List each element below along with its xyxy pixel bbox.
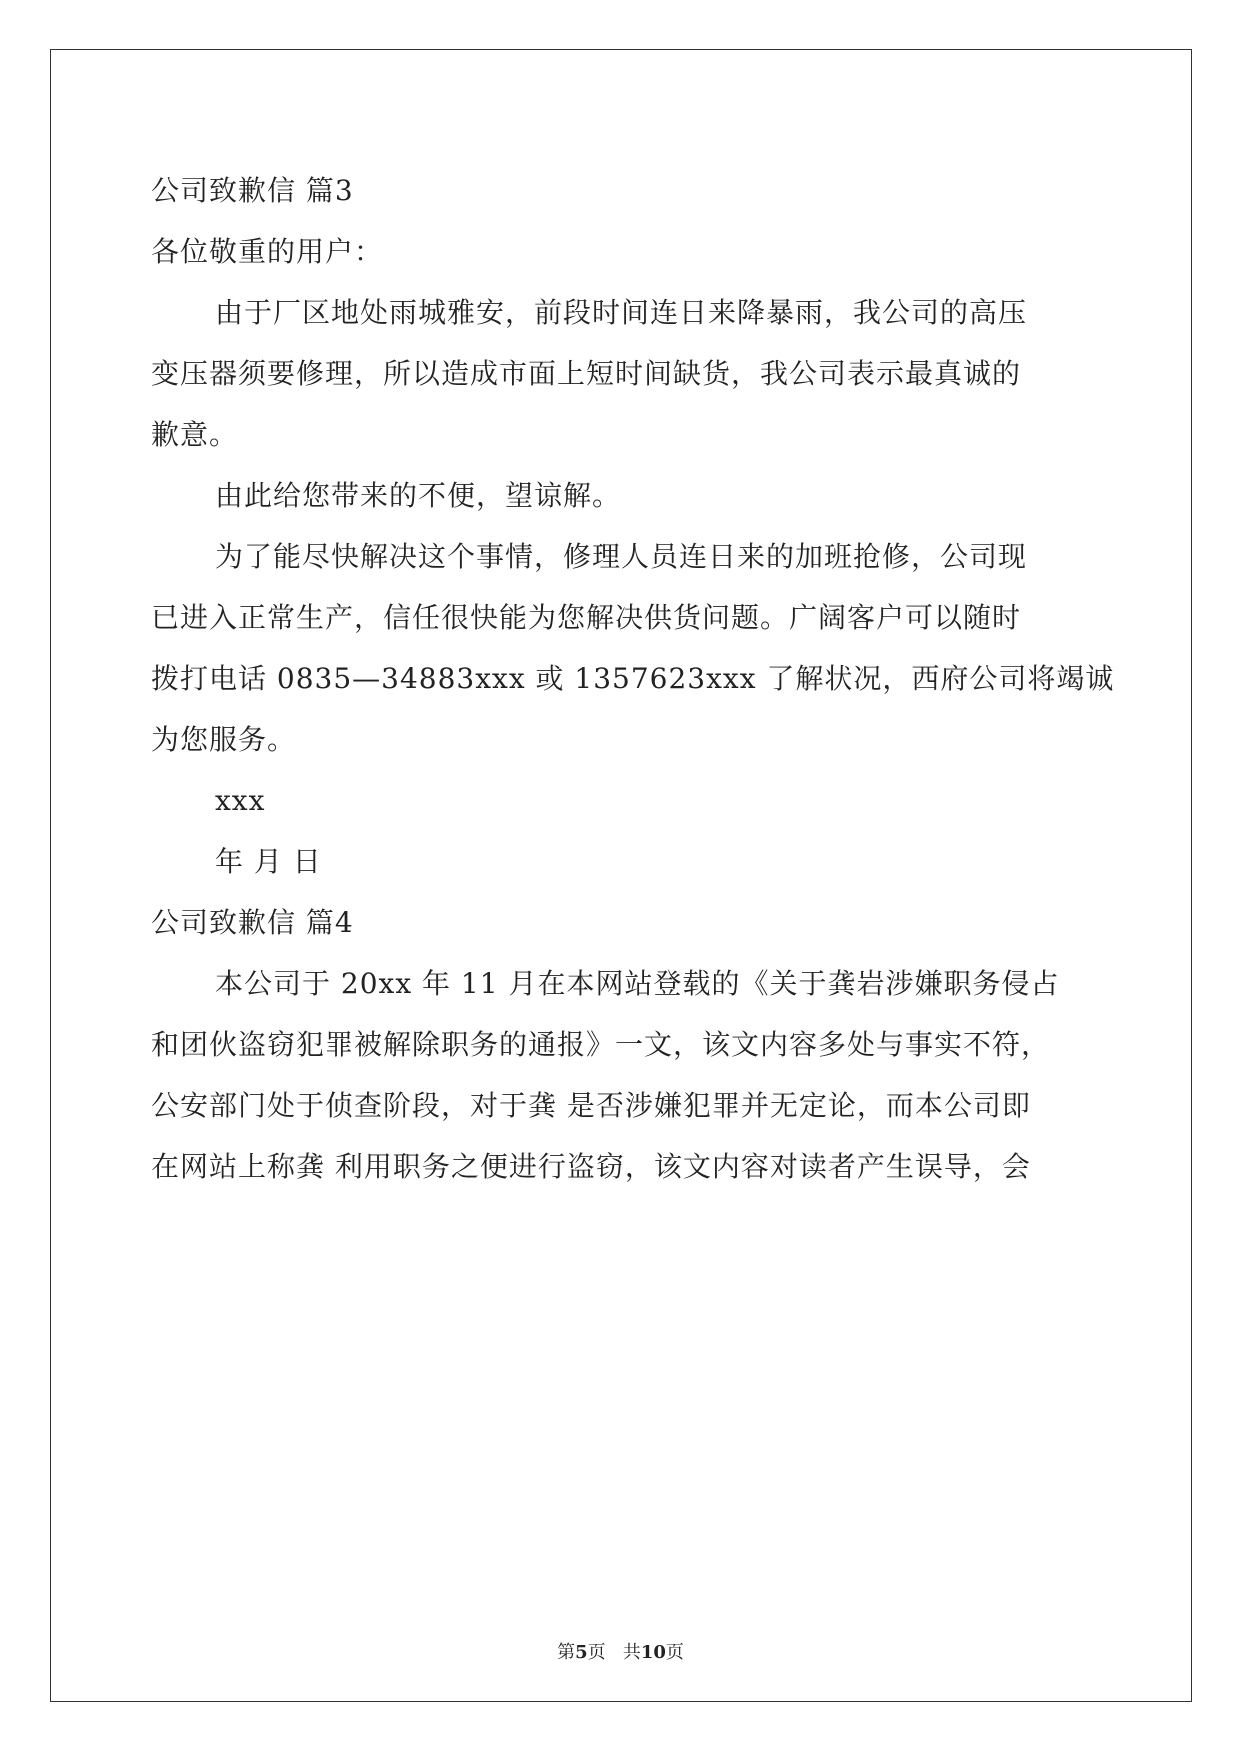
paragraph xyxy=(151,953,1091,1197)
paragraph xyxy=(151,282,1091,465)
total-pages-number: 10 xyxy=(640,1642,666,1663)
current-page-number: 5 xyxy=(575,1642,588,1663)
paragraph-line: 歉意。 xyxy=(151,418,239,451)
paragraph: 由此给您带来的不便，望谅解。 xyxy=(215,479,622,512)
date-line: 年 月 日 xyxy=(215,845,322,878)
section-heading: 公司致歉信 篇3 xyxy=(151,174,354,207)
footer-page-suffix: 页 xyxy=(587,1642,606,1663)
document-body xyxy=(151,160,1115,1197)
salutation: 各位敬重的用户： xyxy=(151,235,384,268)
paragraph-line: 变压器须要修理，所以造成市面上短时间缺货，我公司表示最真诚的 xyxy=(151,357,1022,390)
section-heading: 公司致歉信 篇4 xyxy=(151,906,354,939)
paragraph-line: 已进入正常生产，信任很快能为您解决供货问题。广阔客户可以随时 xyxy=(151,601,1022,634)
paragraph-line: 公安部门处于侦查阶段，对于龚 是否涉嫌犯罪并无定论，而本公司即 xyxy=(151,1089,1031,1122)
paragraph-line: 在网站上称龚 利用职务之便进行盗窃，该文内容对读者产生误导，会 xyxy=(151,1150,1031,1183)
signature: xxx xyxy=(215,784,266,817)
paragraph-line: 为了能尽快解决这个事情，修理人员连日来的加班抢修，公司现 xyxy=(215,540,1028,573)
paragraph-line: 拨打电话 0835—34883xxx 或 1357623xxx 了解状况，西府公司将竭诚 xyxy=(151,662,1115,695)
footer-total-suffix: 页 xyxy=(665,1642,684,1663)
paragraph-line: 为您服务。 xyxy=(151,723,297,756)
footer-prefix: 第 xyxy=(557,1642,576,1663)
paragraph-line: 由于厂区地处雨城雅安，前段时间连日来降暴雨，我公司的高压 xyxy=(215,296,1028,329)
page-footer xyxy=(0,1638,1241,1664)
paragraph-line: 和团伙盗窃犯罪被解除职务的通报》一文，该文内容多处与事实不符， xyxy=(151,1028,1051,1061)
paragraph-line: 本公司于 20xx 年 11 月在本网站登载的《关于龚岩涉嫌职务侵占 xyxy=(215,967,1060,1000)
footer-total-prefix: 共 xyxy=(622,1642,641,1663)
paragraph xyxy=(151,526,1115,770)
